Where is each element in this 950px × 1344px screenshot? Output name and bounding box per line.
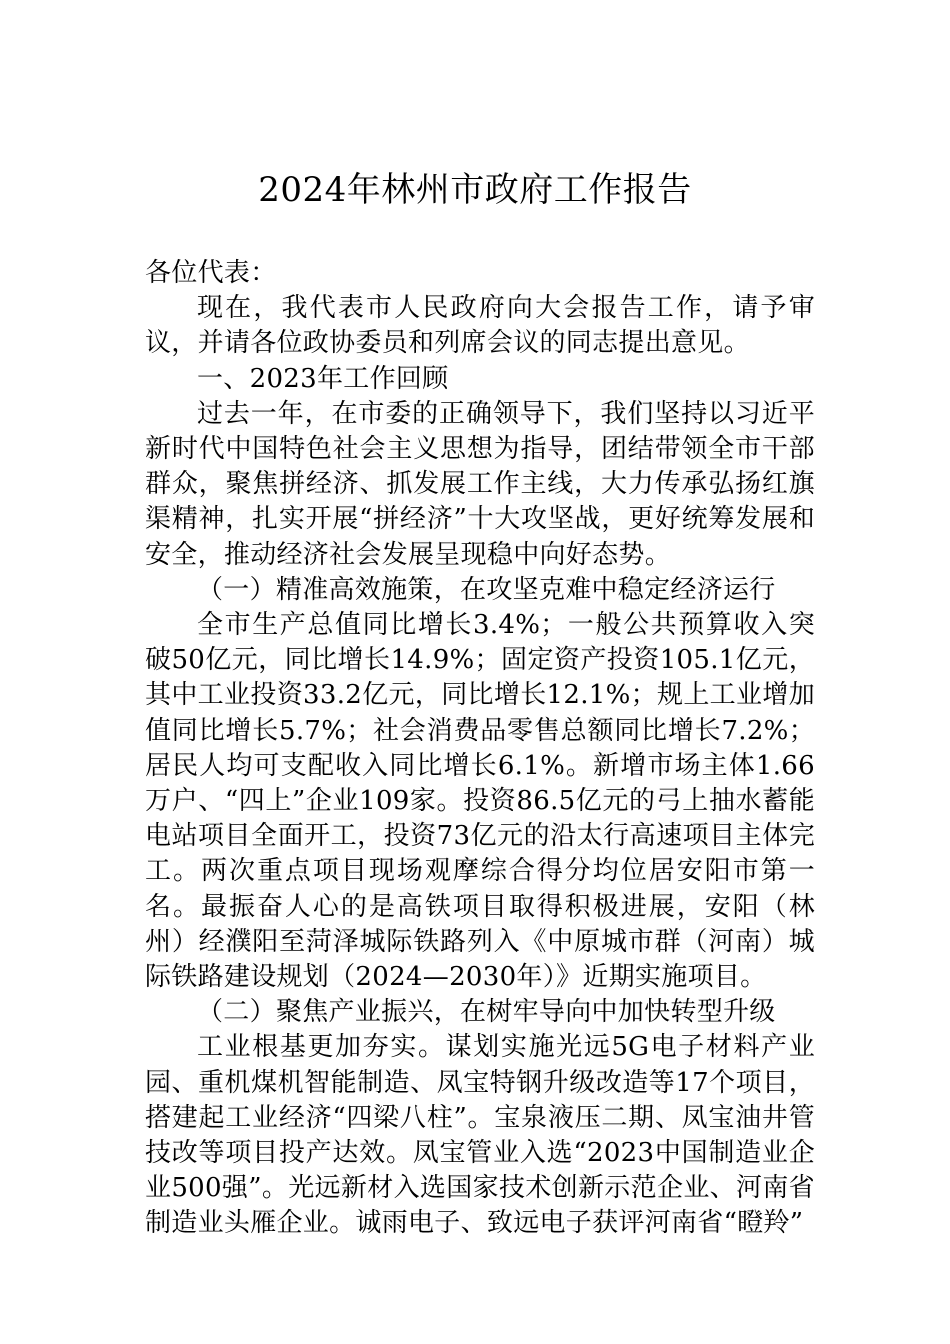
salutation: 各位代表： (145, 258, 277, 288)
subsection-heading-2: （二）聚焦产业振兴，在树牢导向中加快转型升级 (197, 997, 776, 1028)
paragraph-intro: 现在，我代表市人民政府向大会报告工作，请予审议，并请各位政协委员和列席会议的同志提出意见。 (145, 293, 815, 359)
subsection-heading-1: （一）精准高效施策，在攻坚克难中稳定经济运行 (197, 574, 776, 605)
section-heading-1: 一、2023年工作回顾 (197, 363, 449, 394)
document-title: 2024年林州市政府工作报告 (258, 170, 692, 210)
document-body (145, 256, 815, 1242)
paragraph-review: 过去一年，在市委的正确领导下，我们坚持以习近平新时代中国特色社会主义思想为指导，团结带领全市干部群众，聚焦拼经济、抓发展工作主线，大力传承弘扬红旗渠精神，扎实开展“拼经济”十大攻坚战，更好统筹发展和安全，推动经济社会发展呈现稳中向好态势。 (145, 398, 815, 570)
paragraph-industry: 工业根基更加夯实。谋划实施光远5G电子材料产业园、重机煤机智能制造、凤宝特钢升级改造等17个项目，搭建起工业经济“四梁八柱”。宝泉液压二期、凤宝油井管技改等项目投产达效。凤宝管业入选“2023中国制造业企业500强”。光远新材入选国家技术创新示范企业、河南省制造业头雁企业。诚雨电子、致远电子获评河南省“瞪羚” (145, 1032, 815, 1239)
paragraph-economy: 全市生产总值同比增长3.4%；一般公共预算收入突破50亿元，同比增长14.9%；固定资产投资105.1亿元，其中工业投资33.2亿元，同比增长12.1%；规上工业增加值同比增长5.7%；社会消费品零售总额同比增长7.2%；居民人均可支配收入同比增长6.1%。新增市场主体1.66万户、“四上”企业109家。投资86.5亿元的弓上抽水蓄能电站项目全面开工，投资73亿元的沿太行高速项目主体完工。两次重点项目现场观摩综合得分均位居安阳市第一名。最振奋人心的是高铁项目取得积极进展，安阳（林州）经濮阳至菏泽城际铁路列入《中原城市群（河南）城际铁路建设规划（2024—2030年）》近期实施项目。 (145, 610, 815, 993)
